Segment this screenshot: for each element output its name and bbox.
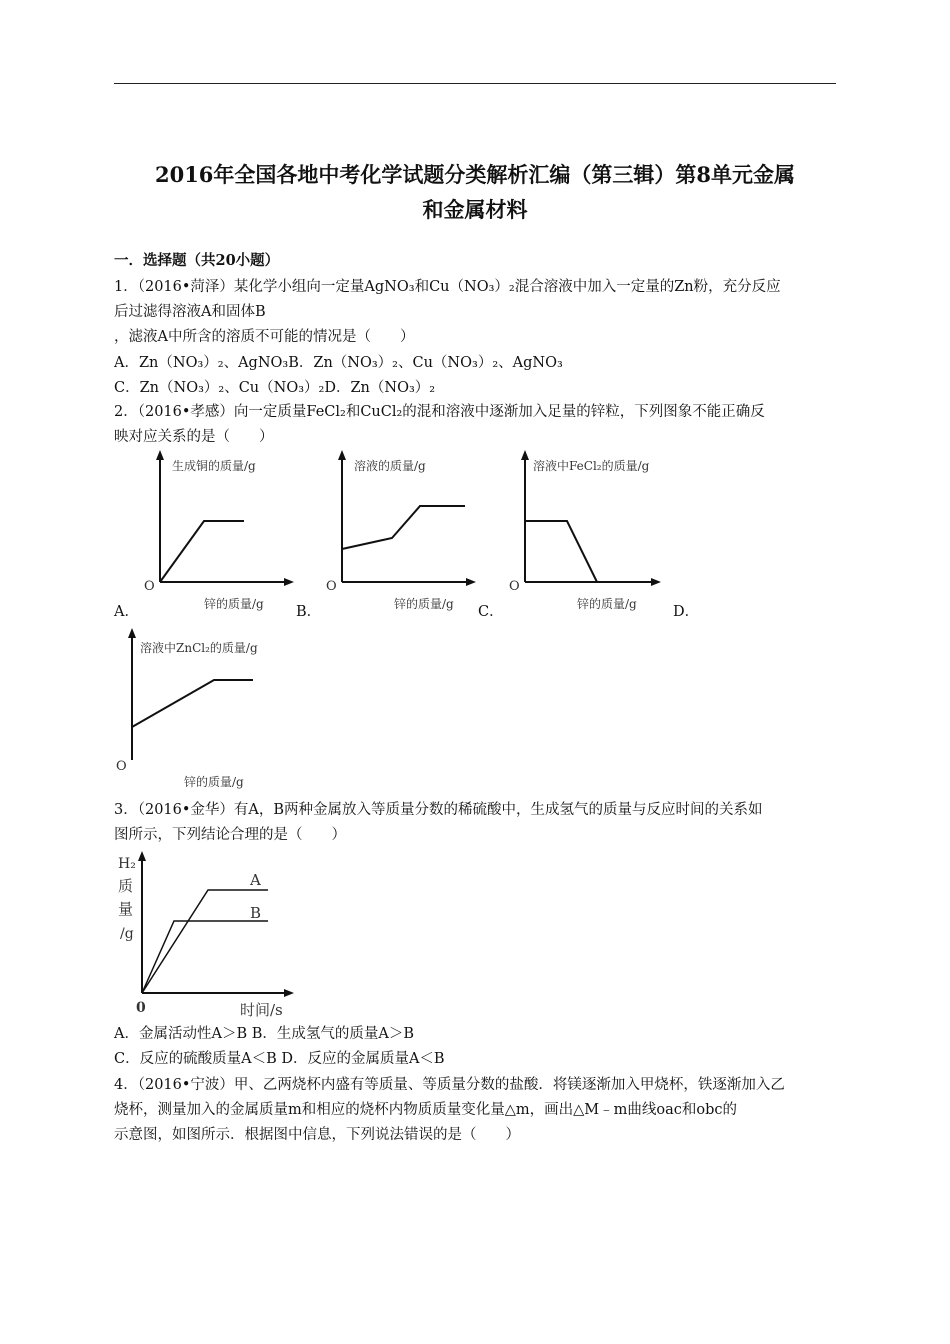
q1-line-1: 1．（2016•菏泽）某化学小组向一定量AgNO₃和Cu（NO₃）₂混合溶液中加入一定量的Zn粉，充分反应 <box>114 279 781 295</box>
y-axis-arrow <box>338 450 346 460</box>
q1-options-ab: A．Zn（NO₃）₂、AgNO₃B．Zn（NO₃）₂、Cu（NO₃）₂、AgNO₃ <box>114 355 563 371</box>
q4-line-3: 示意图，如图所示．根据图中信息，下列说法错误的是（ ） <box>114 1127 520 1143</box>
q2-graph-b <box>322 448 482 618</box>
curve <box>160 521 244 582</box>
y-label-line-3: 量 <box>118 900 134 918</box>
origin-label: 0 <box>136 1000 146 1016</box>
x-label: 锌的质量/g <box>394 597 454 611</box>
q2-graph-d <box>112 626 287 794</box>
q2-option-a-label: A． <box>114 604 139 620</box>
series-a-label: A <box>250 871 261 889</box>
document-title <box>114 157 836 227</box>
y-label: 溶液的质量/g <box>354 459 426 473</box>
x-label: 锌的质量/g <box>577 597 637 611</box>
y-label: 溶液中FeCl₂的质量/g <box>533 459 650 473</box>
y-label: 生成铜的质量/g <box>172 459 256 473</box>
curve <box>132 680 253 727</box>
header-rule <box>114 83 836 84</box>
curve <box>525 521 597 582</box>
x-label: 锌的质量/g <box>204 597 264 611</box>
y-label: 溶液中ZnCl₂的质量/g <box>140 641 258 655</box>
q2-graph-a <box>140 448 300 618</box>
x-axis-arrow <box>284 989 294 997</box>
q2-option-b-label: B． <box>296 604 322 620</box>
q2-line-1: 2．（2016•孝感）向一定质量FeCl₂和CuCl₂的混和溶液中逐渐加入足量的锌粒，下列图象不能正确反 <box>114 404 765 420</box>
q2-graph-c <box>505 448 670 618</box>
q3-options-ab: A．金属活动性A＞B B．生成氢气的质量A＞B <box>114 1026 414 1042</box>
y-axis-arrow <box>521 450 529 460</box>
q1-line-3: ，滤液A中所含的溶质不可能的情况是（ ） <box>114 329 415 345</box>
title-line-1: 2016年全国各地中考化学试题分类解析汇编（第三辑）第8单元金属 <box>154 162 796 187</box>
x-label: 锌的质量/g <box>184 775 244 789</box>
origin-label: O <box>509 579 520 594</box>
series-b-line <box>142 921 268 993</box>
q3-options-cd: C．反应的硫酸质量A＜B D．反应的金属质量A＜B <box>114 1051 445 1067</box>
x-axis-arrow <box>466 578 476 586</box>
q4-line-1: 4．（2016•宁波）甲、乙两烧杯内盛有等质量、等质量分数的盐酸．将镁逐渐加入甲烧杯，铁逐渐加入乙 <box>114 1077 785 1093</box>
q2-line-2: 映对应关系的是（ ） <box>114 429 274 445</box>
y-axis-arrow <box>156 450 164 460</box>
y-label-line-4: /g <box>120 926 134 942</box>
origin-label: O <box>116 759 127 774</box>
y-label-line-1: H₂ <box>118 856 136 872</box>
q3-line-2: 图所示，下列结论合理的是（ ） <box>114 827 346 843</box>
q4-line-2: 烧杯，测量加入的金属质量m和相应的烧杯内物质质量变化量△m，画出△M﹣m曲线oac和obc的 <box>114 1102 738 1118</box>
curve <box>342 506 465 549</box>
title-line-2: 和金属材料 <box>422 197 528 222</box>
y-label-line-2: 质 <box>118 877 134 895</box>
section-heading: 一．选择题（共20小题） <box>114 252 280 269</box>
y-axis-arrow <box>138 851 146 861</box>
q3-line-1: 3．（2016•金华）有A，B两种金属放入等质量分数的稀硫酸中，生成氢气的质量与反应时间的关系如 <box>114 802 763 818</box>
q2-option-c-label: C． <box>478 604 504 620</box>
x-axis-arrow <box>651 578 661 586</box>
series-b-label: B <box>250 904 262 922</box>
x-label: 时间/s <box>240 1001 283 1019</box>
q3-graph <box>112 848 297 1020</box>
q2-option-d-label: D． <box>673 604 700 620</box>
x-axis-arrow <box>284 578 294 586</box>
q1-options-cd: C．Zn（NO₃）₂、Cu（NO₃）₂D．Zn（NO₃）₂ <box>114 380 436 396</box>
origin-label: O <box>144 579 155 594</box>
q1-line-2: 后过滤得溶液A和固体B <box>114 304 266 320</box>
origin-label: O <box>326 579 337 594</box>
y-axis-arrow <box>128 628 136 638</box>
